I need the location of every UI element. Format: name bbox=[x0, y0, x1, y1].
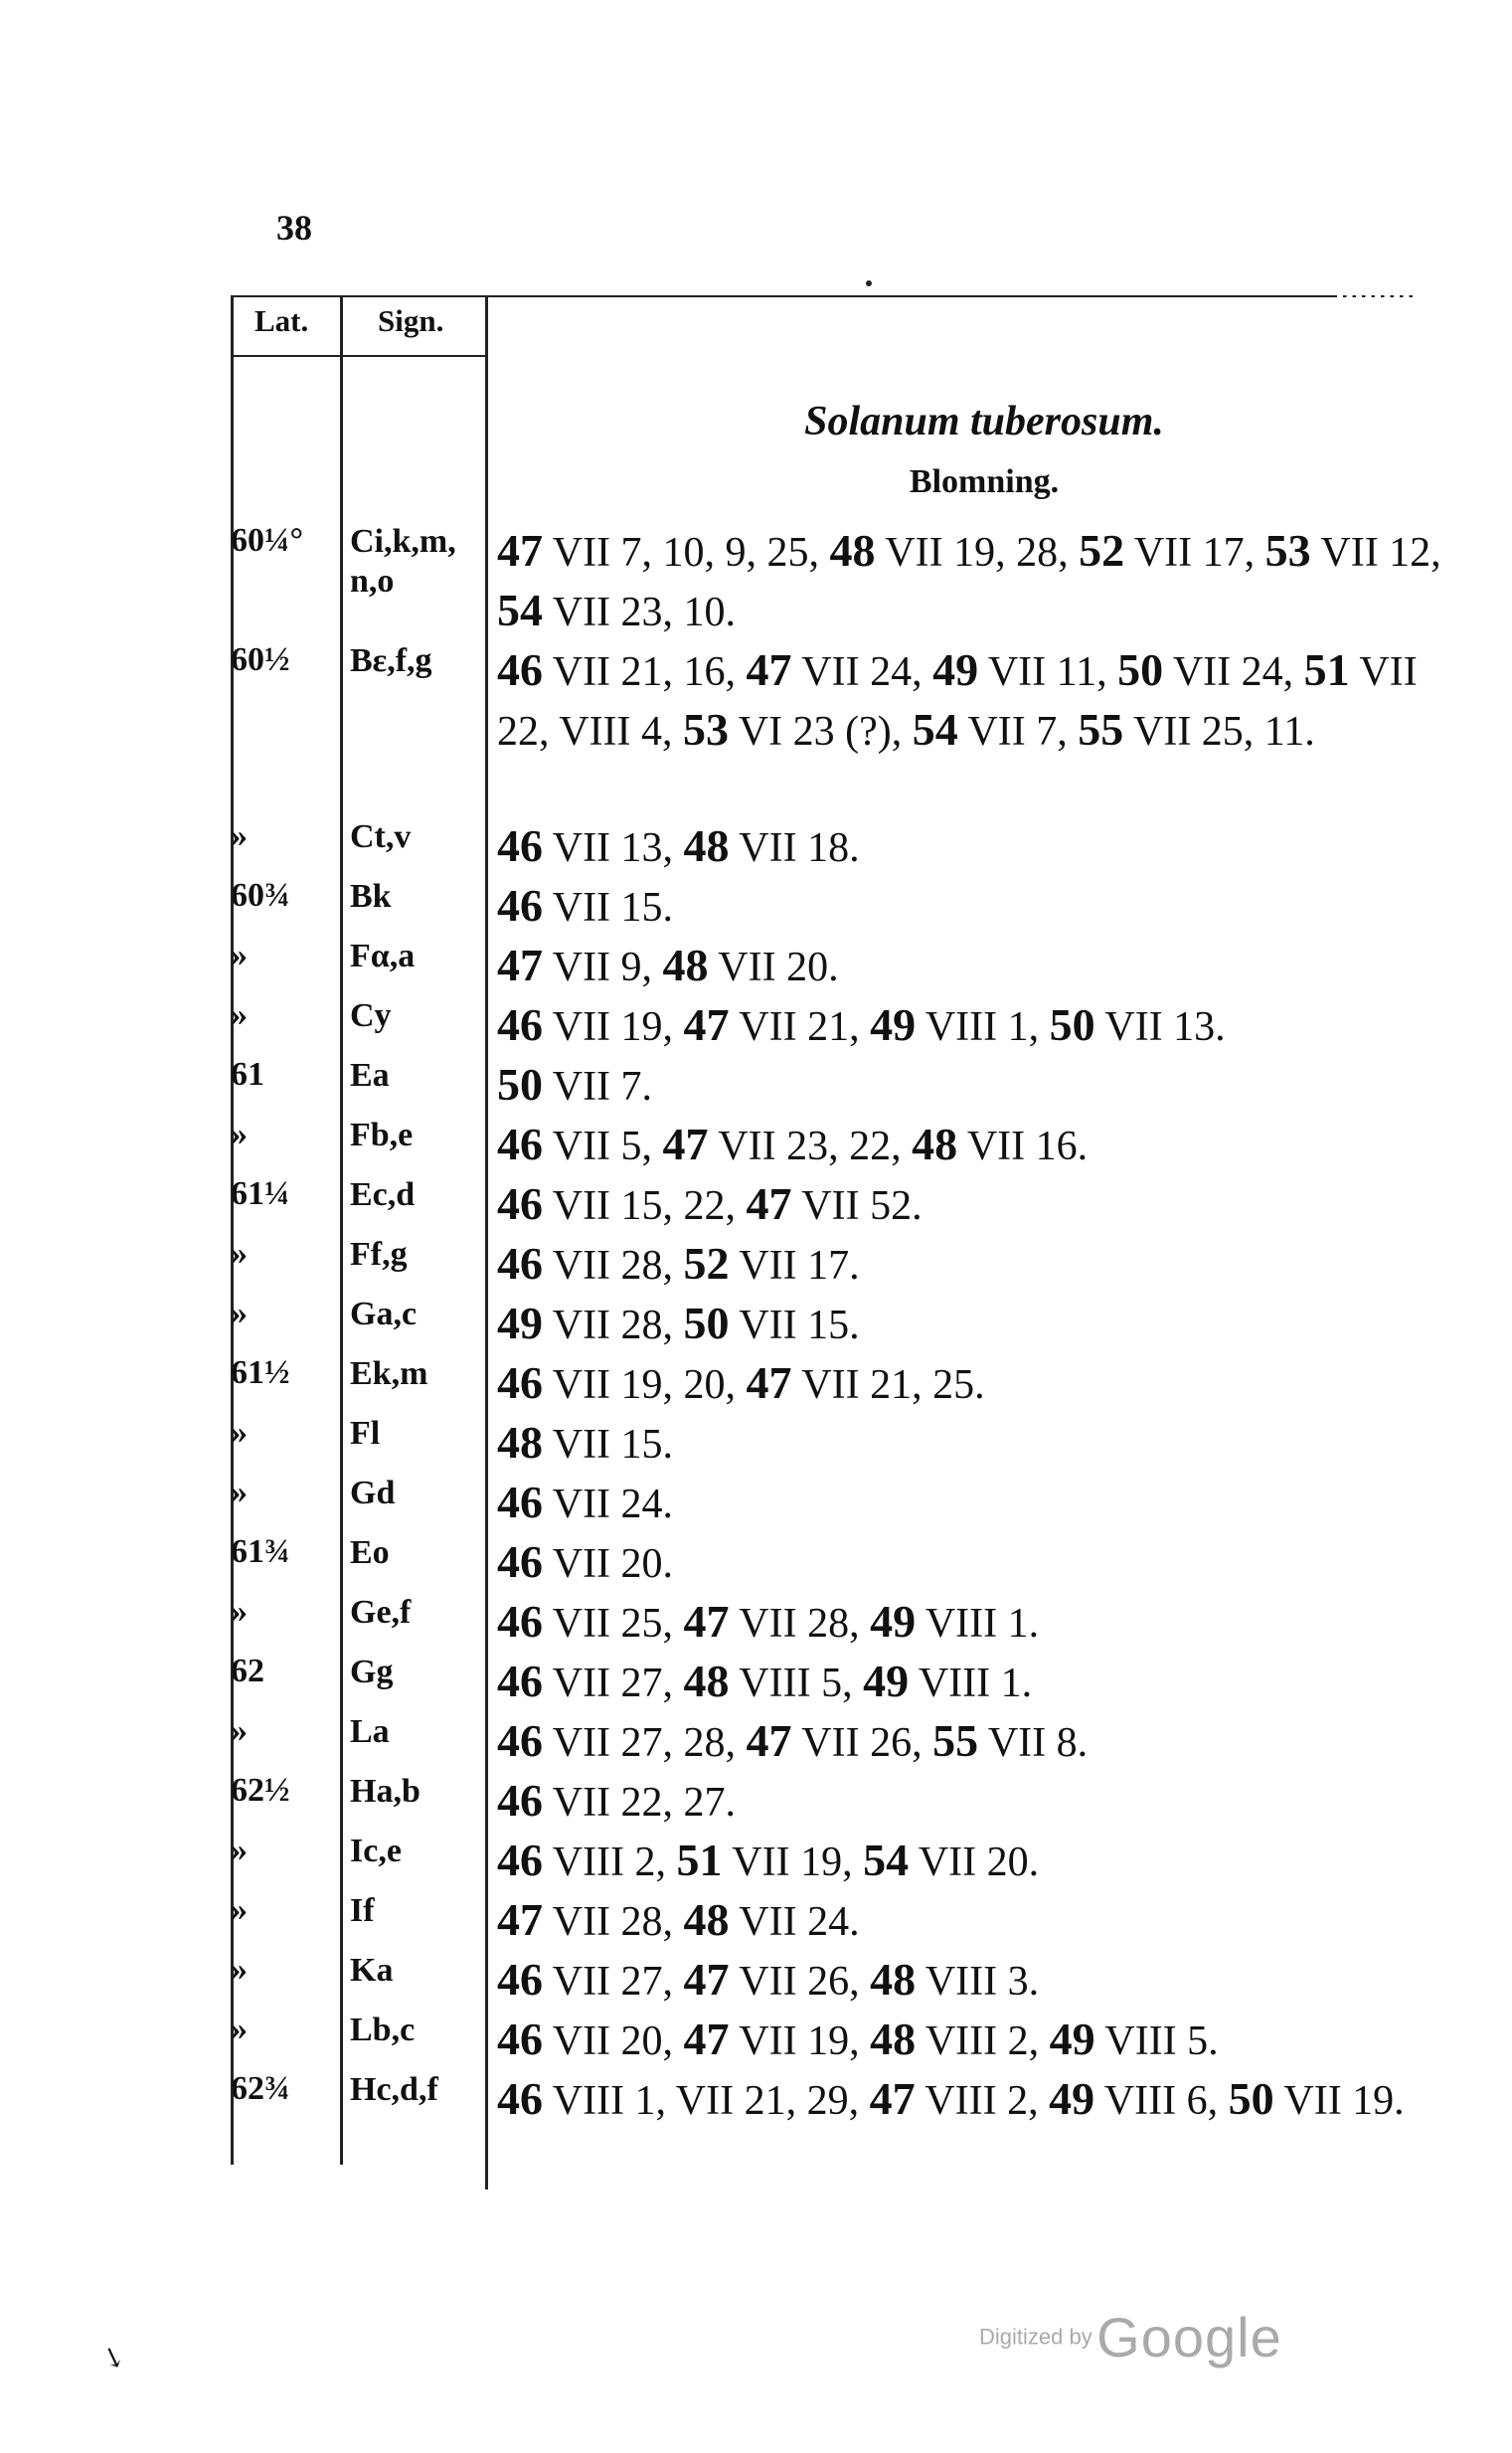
footer-watermark bbox=[979, 2305, 1282, 2369]
sign-cell: Eo bbox=[350, 1534, 390, 1571]
lat-cell: 60¼° bbox=[231, 522, 304, 559]
lat-cell: » bbox=[231, 1593, 248, 1630]
sign-cell: Ct,v bbox=[350, 818, 412, 855]
sign-cell: Fα,a bbox=[350, 938, 416, 974]
lat-cell: » bbox=[231, 1414, 248, 1451]
page-number: 38 bbox=[276, 208, 312, 248]
observation-cell: 46 VII 13, 48 VII 18. bbox=[497, 820, 860, 871]
lat-cell: » bbox=[231, 1712, 248, 1749]
lat-cell: 62¾ bbox=[231, 2070, 290, 2107]
observation-cell: 46 VII 20, 47 VII 19, 48 VIII 2, 49 VIII 5. bbox=[497, 2014, 1219, 2064]
sign-cell: Bε,f,g bbox=[350, 642, 432, 679]
lat-cell: » bbox=[231, 937, 248, 973]
observation-cell: 46 VII 19, 47 VII 21, 49 VIII 1, 50 VII 13. bbox=[497, 999, 1226, 1050]
sign-cell: Lb,c bbox=[350, 2012, 416, 2048]
margin-mark: ↘ bbox=[96, 2339, 129, 2377]
lat-cell: » bbox=[231, 817, 248, 854]
ink-dot bbox=[866, 280, 872, 286]
header-sign: Sign. bbox=[378, 303, 444, 338]
sign-cell: Ka bbox=[350, 1952, 394, 1989]
observation-cell: 47 VII 28, 48 VII 24. bbox=[497, 1894, 860, 1945]
observation-cell: 46 VIII 1, VII 21, 29, 47 VIII 2, 49 VIII 6, 50 VII 19. bbox=[497, 2073, 1405, 2124]
observation-cell: 47 VII 9, 48 VII 20. bbox=[497, 940, 839, 990]
observation-cell: 46 VII 15, 22, 47 VII 52. bbox=[497, 1178, 923, 1229]
footer-prefix: Digitized by bbox=[979, 2324, 1092, 2350]
lat-cell: 61¼ bbox=[231, 1175, 290, 1212]
column-line-left bbox=[231, 295, 234, 2165]
observation-cell: 50 VII 7. bbox=[497, 1059, 653, 1110]
footer-brand: Google bbox=[1096, 2306, 1282, 2368]
sign-cell: Ec,d bbox=[350, 1176, 416, 1213]
top-rule bbox=[231, 295, 1419, 297]
observation-cell: 46 VII 15. bbox=[497, 880, 674, 931]
observation-cell: 46 VII 21, 16, 47 VII 24, 49 VII 11, 50 VII 24, 51 VII 22, VIII 4, 53 VI 23 (?), 54 VII 7, 55 VII 25, 11. bbox=[497, 644, 1418, 755]
observation-cell: 46 VII 27, 47 VII 26, 48 VIII 3. bbox=[497, 1954, 1040, 2005]
top-rule-dash bbox=[1337, 295, 1419, 297]
sign-cell: Ea bbox=[350, 1057, 390, 1094]
header-lat: Lat. bbox=[254, 303, 309, 338]
sign-cell: Ic,e bbox=[350, 1833, 402, 1869]
observation-cell: 46 VII 28, 52 VII 17. bbox=[497, 1238, 860, 1289]
lat-cell: 61 bbox=[231, 1056, 264, 1093]
lat-cell: » bbox=[231, 996, 248, 1033]
sign-cell: Bk bbox=[350, 878, 392, 915]
column-line-lat bbox=[340, 295, 343, 2165]
sign-cell: Hc,d,f bbox=[350, 2071, 438, 2108]
lat-cell: » bbox=[231, 1295, 248, 1331]
observation-cell: 48 VII 15. bbox=[497, 1417, 674, 1468]
lat-cell: » bbox=[231, 1951, 248, 1988]
lat-cell: » bbox=[231, 1832, 248, 1868]
sign-cell: Fb,e bbox=[350, 1117, 414, 1153]
observation-cell: 46 VII 27, 48 VIII 5, 49 VIII 1. bbox=[497, 1656, 1033, 1706]
observation-cell: 46 VII 27, 28, 47 VII 26, 55 VII 8. bbox=[497, 1715, 1089, 1766]
lat-cell: » bbox=[231, 1235, 248, 1272]
lat-cell: 62 bbox=[231, 1653, 264, 1689]
observation-cell: 47 VII 7, 10, 9, 25, 48 VII 19, 28, 52 VII 17, 53 VII 12, 54 VII 23, 10. bbox=[497, 525, 1441, 635]
sign-cell: Fl bbox=[350, 1415, 381, 1452]
sign-cell: Gd bbox=[350, 1475, 396, 1511]
observation-cell: 46 VII 24. bbox=[497, 1477, 674, 1527]
observation-cell: 46 VII 5, 47 VII 23, 22, 48 VII 16. bbox=[497, 1119, 1089, 1169]
sign-cell: La bbox=[350, 1713, 390, 1750]
lat-cell: » bbox=[231, 2011, 248, 2047]
lat-cell: » bbox=[231, 1116, 248, 1152]
observation-cell: 46 VII 20. bbox=[497, 1536, 674, 1587]
lat-cell: 60¾ bbox=[231, 877, 290, 914]
sign-cell: Ga,c bbox=[350, 1296, 418, 1332]
lat-cell: 60½ bbox=[231, 641, 290, 678]
sign-cell: Ff,g bbox=[350, 1236, 408, 1273]
lat-cell: 61¾ bbox=[231, 1533, 290, 1570]
sign-cell: Ci,k,m, n,o bbox=[350, 523, 456, 600]
observation-cell: 46 VII 19, 20, 47 VII 21, 25. bbox=[497, 1357, 985, 1408]
sign-cell: Cy bbox=[350, 997, 392, 1034]
section-subtitle: Blomning. bbox=[909, 463, 1060, 500]
sign-cell: Ek,m bbox=[350, 1355, 428, 1392]
observation-cell: 49 VII 28, 50 VII 15. bbox=[497, 1298, 860, 1348]
header-rule bbox=[231, 355, 487, 357]
species-title: Solanum tuberosum. bbox=[804, 399, 1164, 444]
observation-cell: 46 VIII 2, 51 VII 19, 54 VII 20. bbox=[497, 1835, 1040, 1885]
sign-cell: Ha,b bbox=[350, 1773, 420, 1810]
observation-cell: 46 VII 22, 27. bbox=[497, 1775, 737, 1826]
observation-cell: 46 VII 25, 47 VII 28, 49 VIII 1. bbox=[497, 1596, 1040, 1647]
sign-cell: Gg bbox=[350, 1654, 394, 1690]
lat-cell: 62½ bbox=[231, 1772, 290, 1809]
lat-cell: 61½ bbox=[231, 1354, 290, 1391]
sign-cell: Ge,f bbox=[350, 1594, 412, 1631]
sign-cell: If bbox=[350, 1892, 375, 1929]
lat-cell: » bbox=[231, 1891, 248, 1928]
lat-cell: » bbox=[231, 1474, 248, 1510]
